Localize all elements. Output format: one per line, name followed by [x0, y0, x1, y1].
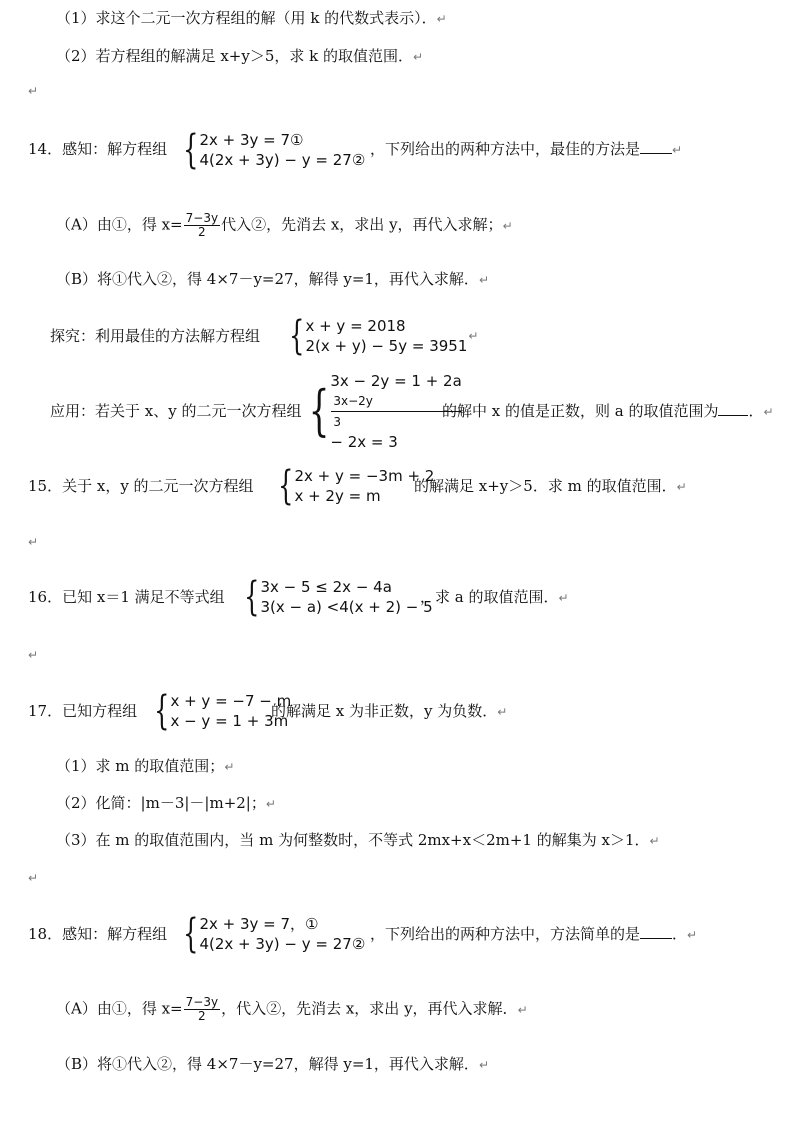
paragraph-mark: ↵ [28, 648, 39, 662]
brace-icon: { [278, 463, 294, 509]
apply-eq1: 3x − 2y = 1 + 2a [330, 371, 462, 390]
p16-ineq2: 3(x − a) <4(x + 2) − 5 [260, 598, 433, 616]
p17-condition: 的解满足 x 为非正数，y 为负数．↵ [271, 702, 508, 720]
p13-q1: （1）求这个二元一次方程组的解（用 k 的代数式表示）．↵ [56, 9, 447, 27]
p17-equation-system [144, 689, 291, 733]
paragraph-mark: ↵ [265, 797, 276, 811]
p14-eq1: 2x + 3y = 7① [199, 131, 304, 149]
p14-option-a: （A）由①，得 x= $\frac{7-3y}{2}$ 代入②，先消去 x，求出 y，再代入求解；↵ [56, 211, 513, 239]
paragraph-mark: ↵ [224, 760, 235, 774]
p17-q3: （3）在 m 的取值范围内，当 m 为何整数时，不等式 2mx+x＜2m+1 的解集为 x＞1．↵ [56, 831, 660, 849]
p14-eq2: 4(2x + 3y) − y = 27② [199, 151, 366, 169]
explore-eq1: x + y = 2018 [305, 317, 406, 335]
p18-option-a: （A）由①，得 x= $\frac{7-3y}{2}$ ，代入②，先消去 x，求出 y，再代入求解．↵ [56, 995, 528, 1023]
p17-eq2: x − y = 1 + 3m [170, 712, 289, 730]
p13-q2: （2）若方程组的解满足 x+y＞5，求 k 的取值范围．↵ [56, 47, 424, 65]
explore-eq2: 2(x + y) − 5y = 3951 [305, 337, 468, 355]
p18-question: ，下列给出的两种方法中，方法简单的是 ．↵ [370, 925, 698, 943]
paragraph-mark: ↵ [28, 871, 39, 885]
paragraph-mark: ↵ [28, 84, 39, 98]
paragraph-mark: ↵ [672, 143, 683, 157]
p15-eq1: 2x + y = −3m + 2 [294, 467, 435, 485]
answer-blank[interactable] [640, 938, 672, 939]
p15-equation-system [268, 464, 434, 508]
paragraph-mark: ↵ [558, 591, 569, 605]
p16-stem: 16．已知 x＝1 满足不等式组 [28, 588, 225, 606]
p14-question: ，下列给出的两种方法中，最佳的方法是 ↵ [370, 140, 683, 158]
answer-blank[interactable] [718, 415, 748, 416]
p15-question: 的解满足 x+y＞5．求 m 的取值范围．↵ [414, 477, 687, 495]
p18-equation-system [173, 912, 365, 956]
p14-equation-system [173, 128, 365, 172]
paragraph-mark: ↵ [478, 273, 489, 287]
p18-option-b: （B）将①代入②，得 4×7－y=27，解得 y=1，再代入求解．↵ [56, 1055, 489, 1073]
p14-explore: 探究：利用最佳的方法解方程组 [50, 327, 261, 345]
p15-eq2: x + 2y = m [294, 487, 381, 505]
p18-stem: 18．感知：解方程组 [28, 925, 168, 943]
paragraph-mark: ↵ [649, 834, 660, 848]
paragraph-mark: ↵ [413, 50, 424, 64]
paragraph-mark: ↵ [436, 12, 447, 26]
paragraph-mark: ↵ [763, 405, 774, 419]
p16-question: ，求 a 的取值范围．↵ [420, 588, 569, 606]
p14-stem: 14．感知：解方程组 [28, 140, 168, 158]
p17-stem: 17．已知方程组 [28, 702, 138, 720]
paragraph-mark: ↵ [497, 705, 508, 719]
brace-icon: { [289, 313, 305, 359]
answer-blank[interactable] [640, 153, 672, 154]
p16-inequality-system [234, 575, 433, 619]
p17-eq1: x + y = −7 − m [170, 692, 292, 710]
p14-option-b: （B）将①代入②，得 4×7－y=27，解得 y=1，再代入求解．↵ [56, 270, 489, 288]
p15-stem: 15．关于 x，y 的二元一次方程组 [28, 477, 254, 495]
apply-eq2: 3x−2y 3 − 2x = 3 [330, 391, 461, 452]
paragraph-mark: ↵ [28, 535, 39, 549]
brace-icon: { [154, 688, 170, 734]
fraction: $\frac{7-3y}{2}$ [185, 211, 219, 239]
p14-apply: 应用：若关于 x、y 的二元一次方程组 [50, 402, 302, 420]
p18-eq1: 2x + 3y = 7，① [199, 915, 319, 933]
p14-explore-system [279, 314, 478, 358]
p17-q1: （1）求 m 的取值范围；↵ [56, 757, 235, 775]
brace-icon: { [183, 911, 199, 957]
p14-apply-system [295, 371, 462, 451]
brace-icon: { [244, 574, 260, 620]
p17-q2: （2）化简：|m－3|－|m+2|；↵ [56, 794, 276, 812]
paragraph-mark: ↵ [676, 480, 687, 494]
p14-apply-question: 的解中 x 的值是正数，则 a 的取值范围为 ．↵ [442, 402, 774, 420]
fraction: $\frac{7-3y}{2}$ [185, 995, 219, 1023]
paragraph-mark: ↵ [478, 1058, 489, 1072]
paragraph-mark: ↵ [687, 928, 698, 942]
paragraph-mark: ↵ [502, 218, 513, 233]
paragraph-mark: ↵ [517, 1002, 528, 1017]
brace-icon: { [183, 127, 199, 173]
paragraph-mark: ↵ [468, 329, 479, 343]
p16-ineq1: 3x − 5 ≤ 2x − 4a [260, 578, 392, 596]
brace-icon: { [308, 379, 330, 442]
p18-eq2: 4(2x + 3y) − y = 27② [199, 935, 366, 953]
